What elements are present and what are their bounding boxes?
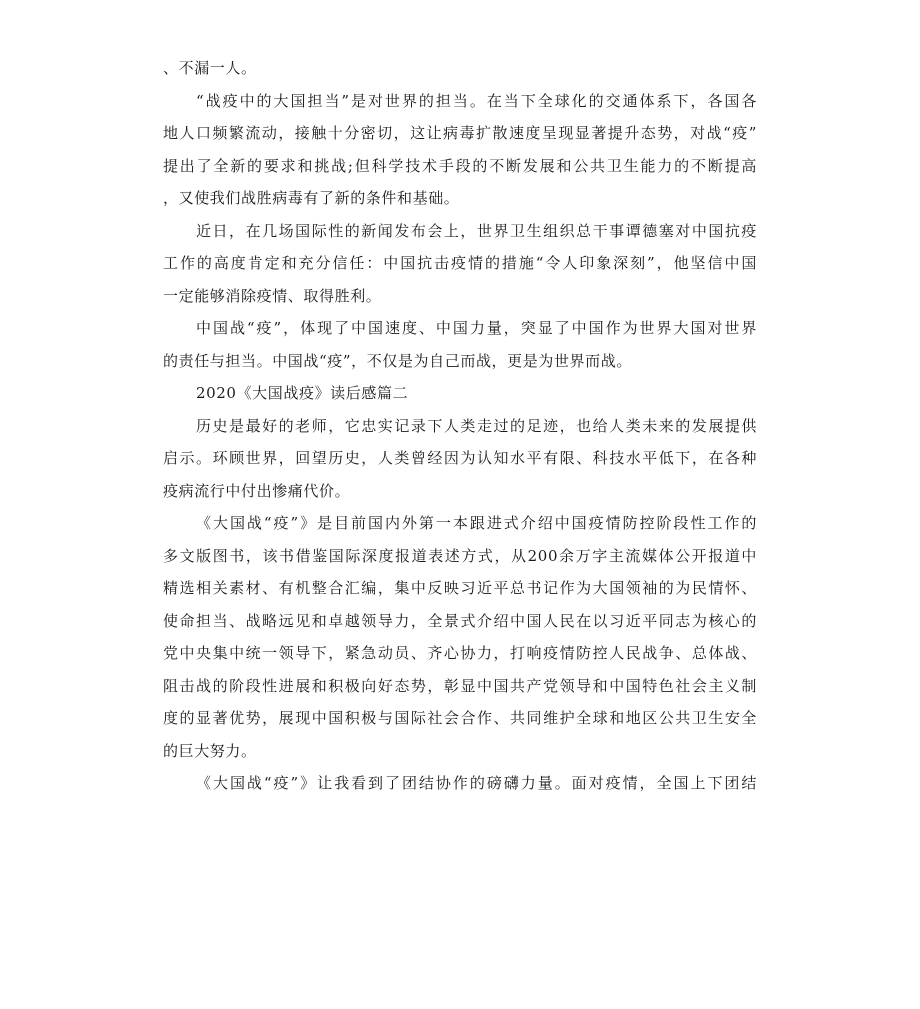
text-line: 精选相关素材、有机整合汇编，集中反映习近平总书记作为大国领袖的为民情怀、 xyxy=(163,579,757,597)
paragraph xyxy=(163,52,757,85)
paragraph xyxy=(163,215,757,313)
heading-line: 2020《大国战疫》读后感篇二 xyxy=(196,384,409,402)
text-line: 工作的高度肯定和充分信任：中国抗击疫情的措施“令人印象深刻”，他坚信中国 xyxy=(163,254,757,272)
paragraph xyxy=(163,85,757,215)
text-line: 多文版图书，该书借鉴国际深度报道表述方式，从200余万字主流媒体公开报道中 xyxy=(163,546,757,565)
text-line: 、不漏一人。 xyxy=(163,59,257,77)
paragraph xyxy=(163,410,757,508)
text-line: 历史是最好的老师，它忠实记录下人类走过的足迹，也给人类未来的发展提供 xyxy=(196,416,757,435)
text-line: 提出了全新的要求和挑战;但科学技术手段的不断发展和公共卫生能力的不断提高 xyxy=(163,156,757,175)
section-heading xyxy=(163,377,757,410)
text-line: 《大国战“疫”》是目前国内外第一本跟进式介绍中国疫情防控阶段性工作的 xyxy=(196,514,757,532)
text-line: 启示。环顾世界，回望历史，人类曾经因为认知水平有限、科技水平低下，在各种 xyxy=(163,449,757,467)
paragraph xyxy=(163,767,757,800)
text-line: 的巨大努力。 xyxy=(163,741,257,760)
text-line: 地人口频繁流动，接触十分密切，这让病毒扩散速度呈现显著提升态势，对战“疫” xyxy=(163,124,757,142)
text-line: 疫病流行中付出惨痛代价。 xyxy=(163,481,351,500)
text-line: 使命担当、战略远见和卓越领导力，全景式介绍中国人民在以习近平同志为核心的 xyxy=(163,611,757,630)
text-line: 一定能够消除疫情、取得胜利。 xyxy=(163,286,382,305)
document-body xyxy=(163,52,757,800)
text-line: 党中央集中统一领导下，紧急动员、齐心协力，打响疫情防控人民战争、总体战、 xyxy=(163,644,757,662)
text-line: 近日，在几场国际性的新闻发布会上，世界卫生组织总干事谭德塞对中国抗疫 xyxy=(196,221,757,240)
paragraph xyxy=(163,507,757,767)
text-line: 的责任与担当。中国战“疫”，不仅是为自己而战，更是为世界而战。 xyxy=(163,351,632,370)
text-line: 《大国战“疫”》让我看到了团结协作的磅礴力量。面对疫情，全国上下团结 xyxy=(196,774,757,792)
text-line: 中国战“疫”，体现了中国速度、中国力量，突显了中国作为世界大国对世界 xyxy=(196,319,757,337)
text-line: “战疫中的大国担当”是对世界的担当。在当下全球化的交通体系下，各国各 xyxy=(196,91,757,110)
text-line: 阻击战的阶段性进展和积极向好态势，彰显中国共产党领导和中国特色社会主义制 xyxy=(163,676,757,695)
paragraph xyxy=(163,312,757,377)
text-line: ，又使我们战胜病毒有了新的条件和基础。 xyxy=(163,189,460,207)
text-line: 度的显著优势，展现中国积极与国际社会合作、共同维护全球和地区公共卫生安全 xyxy=(163,709,757,727)
